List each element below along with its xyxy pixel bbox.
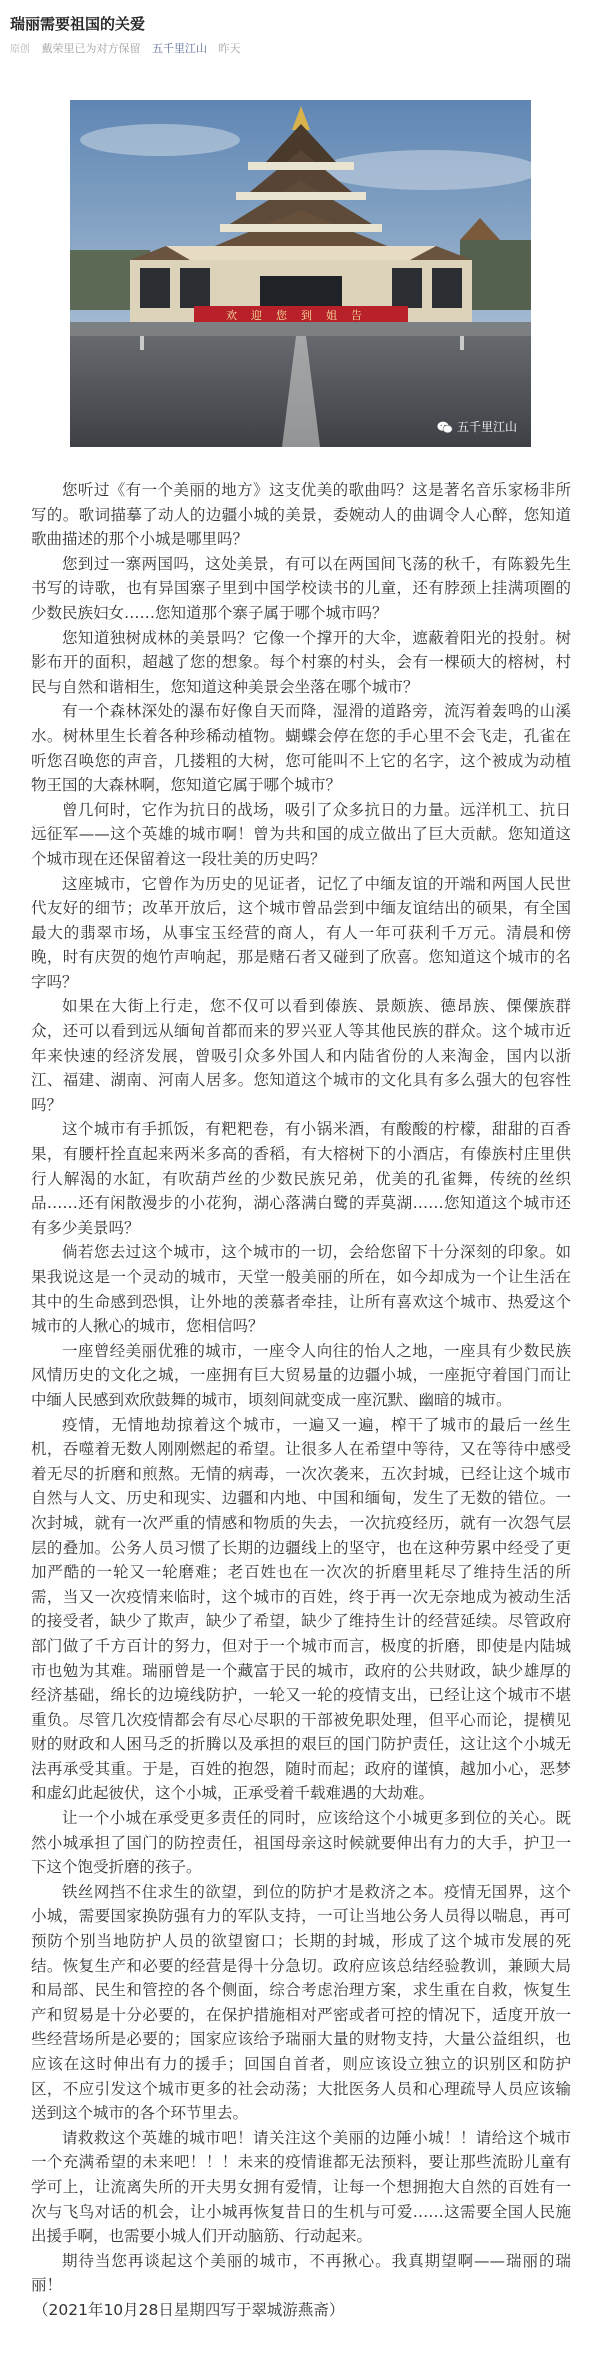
paragraph: 有一个森林深处的瀑布好像自天而降，湿滑的道路旁，流泻着轰鸣的山溪水。树林里生长着各种珍稀动植物。蝴蝶会停在您的手心里不会飞走，孔雀在听您召唤您的声音，几搂粗的大树，您可能叫不上它的名字，这个被成为动植物王国的大森林啊，您知道它属于哪个城市？ <box>31 702 571 795</box>
paragraph: 请救救这个英雄的城市吧！请关注这个美丽的边陲小城！！请给这个城市一个充满希望的未来吧！！！未来的疫情谁都无法预料，要让那些流盼儿童有学可上，让流离失所的开夫男女拥有爱情，让每一个想拥抱大自然的百姓有一次与飞鸟对话的机会，让小城再恢复昔日的生机与可爱……这需要全国人民施出援手啊，也需要小城人们开动脑筋、行动起来。 <box>31 2128 571 2246</box>
gate-photo-illustration <box>70 100 531 447</box>
paragraph: 您听过《有一个美丽的地方》这支优美的歌曲吗？这是著名音乐家杨非所写的。歌词描摹了动人的边疆小城的美景，委婉动人的曲调令人心醉，您知道歌曲描述的那个小城是哪里吗？ <box>31 481 571 549</box>
paragraph: 这个城市有手抓饭，有粑粑卷，有小锅米酒，有酸酸的柠檬，甜甜的百香果，有腰杆拴直起来两米多高的香稻，有大榕树下的小酒店，有傣族村庄里供行人解渴的水缸，有吹葫芦丝的少数民族兄弟，优美的孔雀舞，传统的丝织品……还有闲散漫步的小花狗，湖心落满白鹭的弄莫湖……您知道这个城市还有多少美景吗？ <box>31 1120 571 1237</box>
account-link[interactable]: 五千里江山 <box>152 42 207 55</box>
paragraph: 您知道独树成林的美景吗？它像一个撑开的大伞，遮蔽着阳光的投射。树影布开的面积，超越了您的想象。每个村寨的村头，会有一棵硕大的榕树，村民与自然和谐相生，您知道这种美景会坐落在哪个城市？ <box>31 628 571 696</box>
paragraph: 倘若您去过这个城市，这个城市的一切，会给您留下十分深刻的印象。如果我说这是一个灵动的城市，天堂一般美丽的所在，如今却成为一个让生活在其中的生命感到恐惧，让外地的羡慕者牵挂，让所有喜欢这个城市、热爱这个城市的人揪心的城市，您相信吗？ <box>31 1243 571 1336</box>
paragraph: 一座曾经美丽优雅的城市，一座令人向往的怡人之地，一座具有少数民族风情历史的文化之城，一座拥有巨大贸易量的边疆小城，一座扼守着国门而让中缅人民感到欢欣鼓舞的城市，顷刻间就变成一座沉默、幽暗的城市。 <box>31 1341 571 1409</box>
original-tag: 原创 <box>10 44 30 55</box>
paragraph: 期待当您再谈起这个美丽的城市，不再揪心。我真期望啊——瑞丽的瑞丽！ <box>31 2251 571 2295</box>
author-name: 戴荣里已为对方保留 <box>41 42 141 55</box>
watermark-text: 五千里江山 <box>456 420 517 434</box>
paragraph: 铁丝网挡不住求生的欲望，到位的防护才是救济之本。疫情无国界，这个小城，需要国家换防强有力的军队支持，一可让当地公务人员得以喘息，再可预防个别当地防护人员的欲望窗口；长期的封城，形成了这个城市发展的死结。恢复生产和必要的经营是得十分急切。政府应该总结经验教训，兼顾大局和局部、民生和管控的各个侧面，综合考虑治理方案，求生重在自救，恢复生产和贸易是十分必要的，在保护措施相对严密或者可控的情况下，适度开放一些经营场所是必要的；国家应该给予瑞丽大量的财物支持，大量公益组织，也应该在这时伸出有力的援手；回国自首者，则应该设立独立的识别区和防护区，不应引发这个城市更多的社会动荡；大批医务人员和心理疏导人员应该输送到这个城市的各个环节里去。 <box>31 1882 571 2123</box>
paragraph: 您到过一寨两国吗，这处美景，有可以在两国间飞荡的秋千，有陈毅先生书写的诗歌，也有异国寨子里到中国学校读书的儿童，还有脖颈上挂满项圈的少数民族妇女……您知道那个寨子属于哪个城市吗？ <box>31 554 571 622</box>
article-body <box>31 478 571 2323</box>
paragraph: 曾几何时，它作为抗日的战场，吸引了众多抗日的力量。远洋机工、抗日远征军——这个英雄的城市啊！曾为共和国的成立做出了巨大贡献。您知道这个城市现在还保留着这一段壮美的历史吗？ <box>31 800 571 868</box>
article-title: 瑞丽需要祖国的关爱 <box>10 15 146 33</box>
paragraph: 疫情，无情地劫掠着这个城市，一遍又一遍，榨干了城市的最后一丝生机，吞噬着无数人刚刚燃起的希望。让很多人在希望中等待，又在等待中感受着无尽的折磨和煎熬。无情的病毒，一次次袭来，五次封城，已经让这个城市自然与人文、历史和现实、边疆和内地、中国和缅甸，发生了无数的错位。一次封城，就有一次严重的情感和物质的失去，一次抗疫经历，就有一次怨气层层的叠加。公务人员习惯了长期的边疆线上的坚守，也在这种劳累中经受了更加严酷的一轮又一轮磨难；老百姓也在一次次的折磨里耗尽了维持生活的所需，当又一次疫情来临时，这个城市的百姓，终于再一次无奈地成为被动生活的接受者，缺少了欺声，缺少了希望，缺少了维持生计的经营延续。尽管政府部门做了千方百计的努力，但对于一个城市而言，极度的折磨，即使是内陆城市也勉为其难。瑞丽曾是一个藏富于民的城市，政府的公共财政，缺少雄厚的经济基础，绵长的边境线防护，一轮又一轮的疫情支出，已经让这个城市不堪重负。尽管几次疫情都会有尽心尽职的干部被免职处理，但平心而论，提横见财的财政和人困马乏的折腾以及承担的艰巨的国门防护责任，这让这个小城无法再承受其重。于是，百姓的抱怨，随时而起；政府的谨慎，越加小心，恶梦和虚幻此起彼伏，这个小城，正承受着千载难遇的大劫难。 <box>31 1415 571 1803</box>
gate-banner: 欢迎您到姐告 <box>226 309 376 322</box>
wechat-icon <box>437 421 453 434</box>
article-photo <box>70 100 531 447</box>
photo-watermark <box>437 419 517 435</box>
date-line: （2021年10月28日星期四写于翠城游燕斋） <box>33 2300 345 2319</box>
article-meta <box>10 41 249 57</box>
paragraph: 如果在大街上行走，您不仅可以看到傣族、景颇族、德昂族、傈僳族群众，还可以看到远从缅甸首都而来的罗兴亚人等其他民族的群众。这个城市近年来快速的经济发展，曾吸引众多外国人和内陆省份的人来淘金，国内以浙江、福建、湖南、河南人居多。您知道这个城市的文化具有多么强大的包容性吗？ <box>31 997 571 1114</box>
paragraph: 让一个小城在承受更多责任的同时，应该给这个小城更多到位的关心。既然小城承担了国门的防控责任，祖国母亲这时候就要伸出有力的大手，护卫一下这个饱受折磨的孩子。 <box>31 1809 571 1877</box>
publish-time: 昨天 <box>218 42 241 55</box>
paragraph: 这座城市，它曾作为历史的见证者，记忆了中缅友谊的开端和两国人民世代友好的细节；改革开放后，这个城市曾品尝到中缅友谊结出的硕果，有全国最大的翡翠市场，从事宝玉经营的商人，有人一年可获利千万元。清晨和傍晚，时有庆贺的炮竹声响起，那是赌石者又碰到了欣喜。您知道这个城市的名字吗？ <box>31 874 571 991</box>
